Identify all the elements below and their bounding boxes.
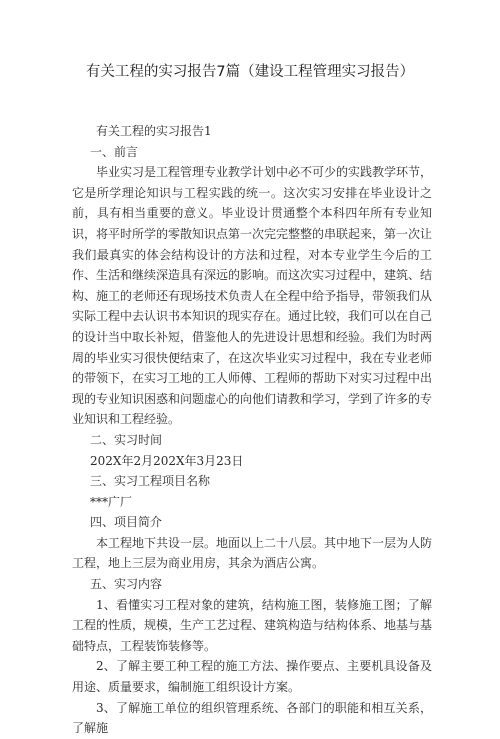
preface-paragraph: 毕业实习是工程管理专业教学计划中必不可少的实践教学环节，它是所学理论知识与工程实践的统一。这次实习安排在毕业设计之前，具有相当重要的意义。毕业设计贯通整个本科四年所有专业知识，将平时所学的零散知识点第一次完完整整的串联起来，第一次让我们最真实的体会结构设计的方法和过程，对本专业学生今后的工作、生活和继续深造具有深远的影响。而这次实习过程中，建筑、结构、施工的老师还有现场技术负责人在全程中给予指导，带领我们从实际工程中去认识书本知识的现实存在。通过比较，我们可以在自己的设计当中取长补短，借鉴他人的先进设计思想和经验。我们为时两周的毕业实习很快便结束了，在这次毕业实习过程中，我在专业老师的带领下，在实习工地的工人师傅、工程师的帮助下对实习过程中出现的专业知识困惑和问题虚心的向他们请教和学习，学到了许多的专业知识和工程经验。 bbox=[72, 165, 433, 427]
content-item-1: 1、看懂实习工程对象的建筑，结构施工图，装修施工图；了解工程的性质，规模，生产工艺过程、建筑构造与结构体系、地基与基础特点，工程装饰装修等。 bbox=[72, 597, 433, 653]
section-heading-preface: 一、前言 bbox=[90, 144, 139, 159]
section-heading-project-intro: 四、项目简介 bbox=[90, 515, 163, 530]
section-heading-internship-content: 五、实习内容 bbox=[90, 577, 163, 592]
section-heading-internship-time: 二、实习时间 bbox=[90, 432, 163, 447]
project-intro-paragraph: 本工程地下共设一层。地面以上二十八层。其中地下一层为人防工程，地上三层为商业用房，其余为酒店公寓。 bbox=[72, 535, 433, 571]
document-title: 有关工程的实习报告1 bbox=[96, 124, 212, 138]
content-item-3: 3、了解施工单位的组织管理系统、各部门的职能和相互关系，了解施 bbox=[72, 700, 432, 736]
section-heading-project-name: 三、实习工程项目名称 bbox=[90, 474, 211, 489]
project-name-value: ***广厂 bbox=[90, 494, 133, 509]
internship-time-value: 202X年2月202X年3月23日 bbox=[90, 453, 244, 468]
page-title: 有关工程的实习报告7篇（建设工程管理实习报告） bbox=[85, 64, 415, 80]
document-body bbox=[72, 121, 432, 739]
content-item-2: 2、了解主要工种工程的施工方法、操作要点、主要机具设备及用途、质量要求，编制施工组织设计方案。 bbox=[72, 659, 432, 695]
